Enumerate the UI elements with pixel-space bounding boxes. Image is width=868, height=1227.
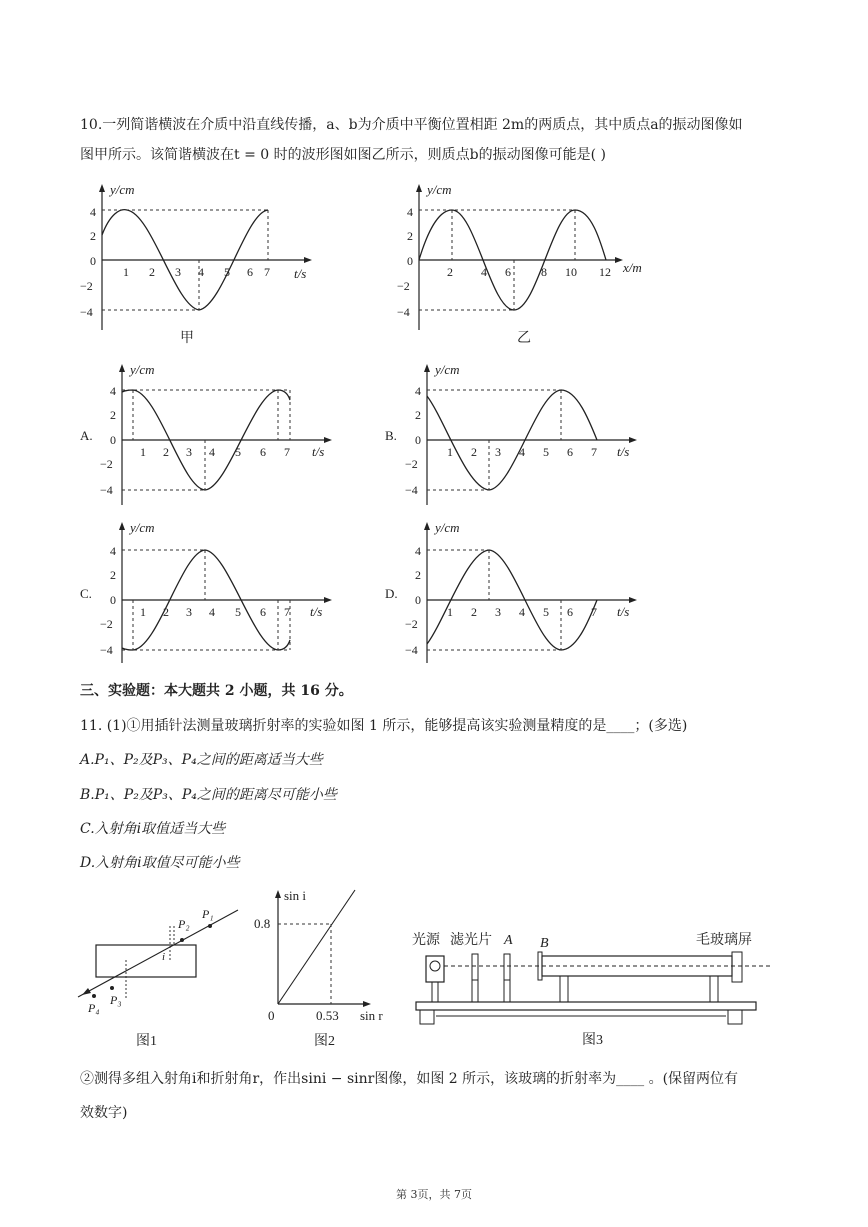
graph-d-xarrow [629,597,637,603]
fig3-tube-stand-right [710,976,718,1002]
graph-jia-svg [80,180,330,350]
graph-jia [80,180,330,350]
fig3-label-filter: 滤光片 [450,933,492,948]
graph-c-yarrow [119,522,125,530]
fig3-tube-stand-left [560,976,568,1002]
graph-a-ytick-0: 0 [110,433,116,447]
graph-c-ytick-0: 0 [110,593,116,607]
q10-line2: 图甲所示。该简谐横波在t = 0 时的波形图如图乙所示，则质点b的振动图像可能是( ) [80,147,606,163]
graph-d-xlabel: t/s [617,604,630,619]
graph-b-ytick-m2: −2 [405,457,418,471]
q11-option-d: D.入射角i取值尽可能小些 [80,855,240,871]
figure-3-svg [410,928,780,1050]
graph-jia-ytick-4: 4 [90,205,96,219]
graph-option-d [405,518,645,668]
graph-yi-xtick-8: 8 [541,265,547,279]
graph-jia-xtick-4: 4 [198,265,204,279]
fig3-slit-a [504,954,510,980]
graph-d-yarrow [424,522,430,530]
label-p2: P₂ [178,917,190,931]
graph-jia-axes [99,184,312,330]
fig3-screen [732,952,742,982]
fig3-filter-element [472,954,478,980]
fig3-filter-stand [472,980,478,1002]
option-b-letter: B. [385,428,397,443]
graph-d-xtick-3: 3 [495,605,501,619]
graph-a-xtick-5: 5 [235,445,241,459]
graph-d-xtick-6: 6 [567,605,573,619]
graph-option-a-svg [100,360,340,510]
graph-yi-ytick-m2: −2 [397,279,410,293]
graph-a-ytick-m2: −2 [100,457,113,471]
graph-d-ytick-4: 4 [415,544,421,558]
graph-b-yarrow [424,364,430,372]
graph-b-ytick-0: 0 [415,433,421,447]
fig2-ylabel: sin i [284,888,307,903]
graph-yi-xtick-6: 6 [505,265,511,279]
q10-line1: 10.一列简谐横波在介质中沿直线传播，a、b为介质中平衡位置相距 2m的两质点，其中质点a的振动图像如 [80,117,743,133]
graph-yi-ylabel: y/cm [427,182,452,197]
fig3-light-source-box [426,956,444,982]
graph-a-xlabel: t/s [312,444,325,459]
fig3-bulb [430,961,440,971]
fig2-origin: 0 [268,1008,275,1023]
graph-jia-xtick-3: 3 [175,265,181,279]
graph-jia-xtick-2: 2 [149,265,155,279]
graph-jia-ytick-2: 2 [90,229,96,243]
graph-b-xlabel: t/s [617,444,630,459]
graph-a-yarrow [119,364,125,372]
graph-option-c-svg [100,518,340,668]
graph-a-xarrow [324,437,332,443]
graph-d-xtick-2: 2 [471,605,477,619]
graph-a-ytick-2: 2 [110,408,116,422]
graph-b-xtick-3: 3 [495,445,501,459]
graph-b-xtick-6: 6 [567,445,573,459]
fig3-label-a: A [504,933,513,948]
fig2-xarrow [363,1001,371,1007]
graph-b-ytick-4: 4 [415,384,421,398]
graph-c-ytick-m4: −4 [100,643,113,657]
page-footer: 第 3页，共 7页 [396,1188,472,1201]
graph-b-ytick-m4: −4 [405,483,418,497]
figure-1-caption: 图1 [136,1034,157,1049]
option-a-letter: A. [80,428,93,443]
graph-jia-xtick-5: 5 [224,265,230,279]
graph-jia-ytick-m2: −2 [80,279,93,293]
graph-a-ylabel: y/cm [130,362,155,377]
pin-p4 [92,994,96,998]
figure-1 [78,900,238,1050]
graph-c-ylabel: y/cm [130,520,155,535]
graph-yi-ytick-2: 2 [407,229,413,243]
graph-d-xtick-1: 1 [447,605,453,619]
graph-option-b-svg [405,360,645,510]
graph-d-ytick-m2: −2 [405,617,418,631]
graph-yi [395,180,665,350]
graph-jia-ytick-0: 0 [90,254,96,268]
graph-c-xlabel: t/s [310,604,323,619]
graph-yi-caption: 乙 [517,331,531,346]
graph-d-xtick-4: 4 [519,605,525,619]
graph-d-xtick-7: 7 [591,605,597,619]
graph-c-xtick-3: 3 [186,605,192,619]
fig3-source-stand [432,982,438,1002]
graph-d-xtick-5: 5 [543,605,549,619]
fig2-yarrow [275,890,281,898]
graph-option-b [405,360,645,510]
graph-b-xtick-4: 4 [519,445,525,459]
label-p1: P₁ [202,907,214,921]
graph-option-a [100,360,340,510]
figure-3 [410,928,780,1050]
graph-a-xtick-4: 4 [209,445,215,459]
graph-yi-ytick-m4: −4 [397,305,410,319]
label-angle-i: i [162,951,166,963]
graph-jia-ytick-m4: −4 [80,305,93,319]
fig2-yval: 0.8 [254,916,271,931]
graph-b-xtick-7: 7 [591,445,597,459]
graph-yi-xlabel: x/m [623,260,642,275]
graph-d-ytick-2: 2 [415,568,421,582]
graph-a-xtick-2: 2 [163,445,169,459]
graph-yi-xtick-2: 2 [447,265,453,279]
figure-2 [252,880,402,1050]
figure-2-svg [252,880,402,1050]
graph-c-ytick-m2: −2 [100,617,113,631]
graph-c-xtick-4: 4 [209,605,215,619]
q11-line2: ②测得多组入射角i和折射角r，作出sini − sinr图像，如图 2 所示，该玻璃的折射率为____ 。(保留两位有 [80,1071,739,1087]
graph-a-xtick-7: 7 [284,445,290,459]
graph-jia-xlabel: t/s [294,266,307,281]
graph-yi-svg [395,180,665,350]
graph-jia-xtick-6: 6 [247,265,253,279]
glass-block [96,945,196,977]
graph-option-c [100,518,340,668]
graph-b-xarrow [629,437,637,443]
graph-c-ytick-4: 4 [110,544,116,558]
graph-d-ytick-m4: −4 [405,643,418,657]
figure-2-caption: 图2 [314,1034,335,1049]
graph-b-xtick-2: 2 [471,445,477,459]
graph-c-xtick-5: 5 [235,605,241,619]
graph-yi-xtick-4: 4 [481,265,487,279]
graph-a-xtick-3: 3 [186,445,192,459]
graph-jia-xtick-7: 7 [264,265,270,279]
option-c-letter: C. [80,586,92,601]
graph-option-d-svg [405,518,645,668]
fig3-foot-right [728,1010,742,1024]
fig2-line [278,890,355,1004]
graph-b-ylabel: y/cm [435,362,460,377]
graph-b-xtick-1: 1 [447,445,453,459]
fig2-xval: 0.53 [316,1008,339,1023]
graph-jia-xtick-1: 1 [123,265,129,279]
graph-a-xtick-1: 1 [140,445,146,459]
graph-jia-caption: 甲 [180,331,194,346]
graph-yi-xtick-12: 12 [599,265,611,279]
figure-1-svg [78,900,238,1050]
graph-yi-ytick-0: 0 [407,254,413,268]
graph-c-ytick-2: 2 [110,568,116,582]
option-d-letter: D. [385,586,398,601]
ray-arrow [82,988,91,995]
graph-a-ytick-m4: −4 [100,483,113,497]
figure-3-caption: 图3 [582,1033,603,1048]
graph-c-xtick-6: 6 [260,605,266,619]
graph-yi-xtick-10: 10 [565,265,577,279]
fig3-rail [416,1002,756,1010]
label-p3: P₃ [110,993,122,1007]
pin-p3 [110,986,114,990]
q11-option-a: A.P₁、P₂及P₃、P₄之间的距离适当大些 [80,752,323,768]
pin-p1 [208,924,212,928]
fig3-slit-a-stand [504,980,510,1002]
graph-a-ytick-4: 4 [110,384,116,398]
fig3-foot-left [420,1010,434,1024]
graph-yi-ytick-4: 4 [407,205,413,219]
graph-d-ytick-0: 0 [415,593,421,607]
graph-a-xtick-6: 6 [260,445,266,459]
graph-b-ytick-2: 2 [415,408,421,422]
q11-line3: 效数字) [80,1105,128,1121]
q11-option-b: B.P₁、P₂及P₃、P₄之间的距离尽可能小些 [80,787,337,803]
graph-c-xtick-7: 7 [284,605,290,619]
section3-title: 三、实验题：本大题共 2 小题，共 16 分。 [80,683,353,699]
fig2-xlabel: sin r [360,1008,383,1023]
fig3-label-b: B [540,936,549,951]
pin-p2 [180,938,184,942]
graph-jia-ylabel: y/cm [110,182,135,197]
q11-line1: 11. (1)①用插针法测量玻璃折射率的实验如图 1 所示，能够提高该实验测量精度的是____；(多选) [80,718,688,734]
fig3-label-screen: 毛玻璃屏 [696,933,752,948]
light-ray [78,910,238,997]
graph-b-xtick-5: 5 [543,445,549,459]
graph-d-ylabel: y/cm [435,520,460,535]
graph-c-xtick-1: 1 [140,605,146,619]
fig3-label-light-source: 光源 [412,933,440,948]
label-p4: P₄ [88,1001,100,1015]
q11-option-c: C.入射角i取值适当大些 [80,821,226,837]
graph-c-xtick-2: 2 [163,605,169,619]
graph-c-xarrow [324,597,332,603]
